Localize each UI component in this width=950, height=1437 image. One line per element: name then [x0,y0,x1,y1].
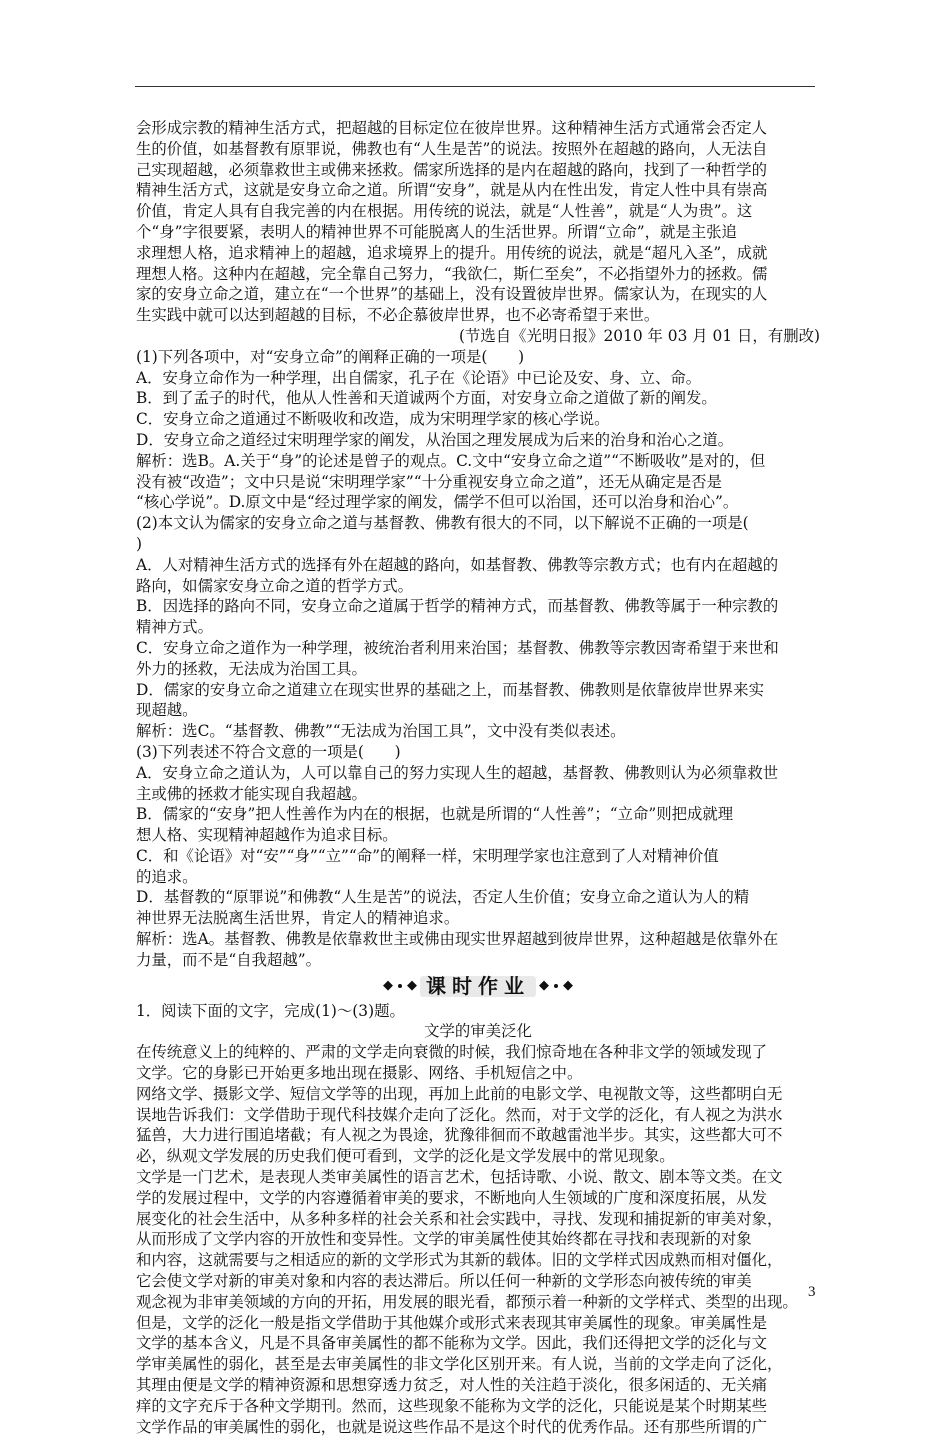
text-line: 生的价值，如基督教有原罪说，佛教也有“人生是苦”的说法。按照外在超越的路向，人无法自 [136,139,768,158]
section-title: 课时作业 [420,976,536,997]
text-line: 文学是一门艺术，是表现人类审美属性的语言艺术，包括诗歌、小说、散文、剧本等文类。在文 [136,1168,783,1187]
text-line: 必，纵观文学发展的历史我们便可看到，文学的泛化是文学发展中的常见现象。 [136,1147,675,1166]
text-line: 误地告诉我们：文学借助于现代科技媒介走向了泛化。然而，对于文学的泛化，有人视之为洪水 [136,1105,783,1124]
exercise-block [136,1001,820,1437]
text-line: 价值，肯定人具有自我完善的内在根据。用传统的说法，就是“人性善”，就是“人为贵”。这 [136,202,753,221]
text-line: 神世界无法脱离生活世界，肯定人的精神追求。 [136,909,460,928]
passage-top [136,118,820,347]
text-line: 和内容，这就需要与之相适应的新的文学形式为其新的载体。旧的文学样式因成熟而相对僵化， [136,1251,783,1270]
diamond-icon: ◆ [383,977,393,993]
text-line: ) [136,534,143,553]
text-line: “核心学说”。D.原文中是“经过理学家的阐发，儒学不但可以治国，还可以治身和治心”。 [136,493,739,512]
task-instruction: 1．阅读下面的文字，完成(1)～(3)题。 [136,1001,405,1020]
text-line: 学审美属性的弱化，甚至是去审美属性的非文学化区别开来。有人说，当前的文学走向了泛化， [136,1355,783,1374]
page-content [136,118,820,1437]
text-line: D．儒家的安身立命之道建立在现实世界的基础之上，而基督教、佛教则是依靠彼岸世界来实 [136,680,764,699]
text-line: 个“身”字很要紧，表明人的精神世界不可能脱离人的生活世界。所谓“立命”，就是主张追 [136,222,737,241]
section-banner [136,972,820,1001]
text-line: B．到了孟子的时代，他从人性善和天道诚两个方面，对安身立命之道做了新的阐发。 [136,389,717,408]
text-line: D．基督教的“原罪说”和佛教“人生是苦”的说法，否定人生价值；安身立命之道认为人的精 [136,888,750,907]
text-line: 文学的基本含义，凡是不具备审美属性的都不能称为文学。因此，我们还得把文学的泛化与文 [136,1334,768,1353]
text-line: 精神生活方式，这就是安身立命之道。所谓“安身”，就是从内在性出发，肯定人性中具有崇高 [136,181,768,200]
text-line: 路向，如儒家安身立命之道的哲学方式。 [136,576,414,595]
text-line: (3)下列表述不符合文意的一项是( ) [136,742,401,761]
text-line: 力量，而不是“自我超越”。 [136,950,322,969]
text-line: 痒的文字充斥于各种文学期刊。然而，这些现象不能称为文学的泛化，只能说是某个时期某些 [136,1396,768,1415]
text-line: 展变化的社会生活中，从多种多样的社会关系和社会实践中，寻找、发现和捕捉新的审美对象， [136,1209,783,1228]
text-line: 但是，文学的泛化一般是指文学借助于其他媒介或形式来表现其审美属性的现象。审美属性是 [136,1313,768,1332]
diamond-icon: ◆ [563,977,573,993]
dot-icon [554,984,558,988]
text-line: A．人对精神生活方式的选择有外在超越的路向，如基督教、佛教等宗教方式；也有内在超越的 [136,555,779,574]
dot-icon [398,984,402,988]
diamond-icon: ◆ [407,977,417,993]
text-line: C．安身立命之道作为一种学理，被统治者利用来治国；基督教、佛教等宗教因寄希望于来世和 [136,638,779,657]
text-line: 外力的拯救，无法成为治国工具。 [136,659,367,678]
text-line: 没有被“改造”；文中只是说“宋明理学家”“十分重视安身立命之道”，还无从确定是否是 [136,472,722,491]
text-line: A．安身立命作为一种学理，出自儒家，孔子在《论语》中已论及安、身、立、命。 [136,368,702,387]
text-line: (2)本文认为儒家的安身立命之道与基督教、佛教有很大的不同，以下解说不正确的一项是( [136,514,749,533]
text-line: 观念视为非审美领域的方向的开拓，用发展的眼光看，都预示着一种新的文学样式、类型的出现。 [136,1292,798,1311]
text-line: A．安身立命之道认为，人可以靠自己的努力实现人生的超越，基督教、佛教则认为必须靠救世 [136,763,779,782]
text-line: (1)下列各项中，对“安身立命”的阐释正确的一项是( ) [136,347,525,366]
text-line: 求理想人格，追求精神上的超越，追求境界上的提升。用传统的说法，就是“超凡入圣”，成就 [136,243,768,262]
text-line: 在传统意义上的纯粹的、严肃的文学走向衰微的时候，我们惊奇地在各种非文学的领域发现了 [136,1043,768,1062]
text-line: B．因选择的路向不同，安身立命之道属于哲学的精神方式，而基督教、佛教等属于一种宗教的 [136,597,779,616]
text-line: 解析：选A。基督教、佛教是依靠救世主或佛由现实世界超越到彼岸世界，这种超越是依靠外在 [136,930,779,949]
text-line: 学的发展过程中，文学的内容遵循着审美的要求，不断地向人生领域的广度和深度拓展，从发 [136,1188,768,1207]
text-line: 它会使文学对新的审美对象和内容的表达滞后。所以任何一种新的文学形态向被传统的审美 [136,1272,752,1291]
page-number: 3 [808,1284,816,1300]
header-rule [135,86,815,87]
text-line: 从而形成了文学内容的开放性和变异性。文学的审美属性使其始终都在寻找和表现新的对象 [136,1230,752,1249]
text-line: 网络文学、摄影文学、短信文学等的出现，再加上此前的电影文学、电视散文等，这些都明白无 [136,1084,783,1103]
text-line: 生实践中就可以达到超越的目标，不必企慕彼岸世界，也不必寄希望于来世。 [136,306,660,325]
text-line: 解析：选C。“基督教、佛教”“无法成为治国工具”，文中没有类似表述。 [136,722,626,741]
text-line: 现超越。 [136,701,198,720]
text-line: 主或佛的拯救才能实现自我超越。 [136,784,367,803]
text-line: 想人格、实现精神超越作为追求目标。 [136,826,398,845]
text-line: 会形成宗教的精神生活方式，把超越的目标定位在彼岸世界。这种精神生活方式通常会否定人 [136,119,768,137]
text-line: C．安身立命之道通过不断吸收和改造，成为宋明理学家的核心学说。 [136,410,610,429]
text-line: 家的安身立命之道，建立在“一个世界”的基础上，没有设置彼岸世界。儒家认为，在现实的人 [136,285,768,304]
text-line: B．儒家的“安身”把人性善作为内在的根据，也就是所谓的“人性善”；“立命”则把成就理 [136,805,734,824]
article-title: 文学的审美泛化 [424,1022,532,1041]
text-line: 解析：选B。A.关于“身”的论述是曾子的观点。C.文中“安身立命之道”“不断吸收”是对的，但 [136,451,766,470]
text-line: 猛兽，大力进行围追堵截；有人视之为畏途，犹豫徘徊而不敢越雷池半步。其实，这些都大可不 [136,1126,783,1145]
text-line: 文学。它的身影已开始更多地出现在摄影、网络、手机短信之中。 [136,1064,583,1083]
questions-block [136,347,820,971]
text-line: 的追求。 [136,867,198,886]
text-line: 文学作品的审美属性的弱化，也就是说这些作品不是这个时代的优秀作品。还有那些所谓的广 [136,1417,768,1436]
text-line: D．安身立命之道经过宋明理学家的阐发，从治国之理发展成为后来的治身和治心之道。 [136,430,734,449]
text-line: 理想人格。这种内在超越，完全靠自己努力，“我欲仁，斯仁至矣”，不必指望外力的拯救。儒 [136,264,768,283]
diamond-icon: ◆ [539,977,549,993]
source-citation: (节选自《光明日报》2010 年 03 月 01 日，有删改) [458,326,820,345]
text-line: 其理由便是文学的精神资源和思想穿透力贫乏，对人性的关注趋于淡化，很多闲适的、无关痛 [136,1376,768,1395]
text-line: C．和《论语》对“安”“身”“立”“命”的阐释一样，宋明理学家也注意到了人对精神价值 [136,846,719,865]
text-line: 精神方式。 [136,618,213,637]
text-line: 己实现超越，必须靠救世主或佛来拯救。儒家所选择的是内在超越的路向，找到了一种哲学的 [136,160,768,179]
